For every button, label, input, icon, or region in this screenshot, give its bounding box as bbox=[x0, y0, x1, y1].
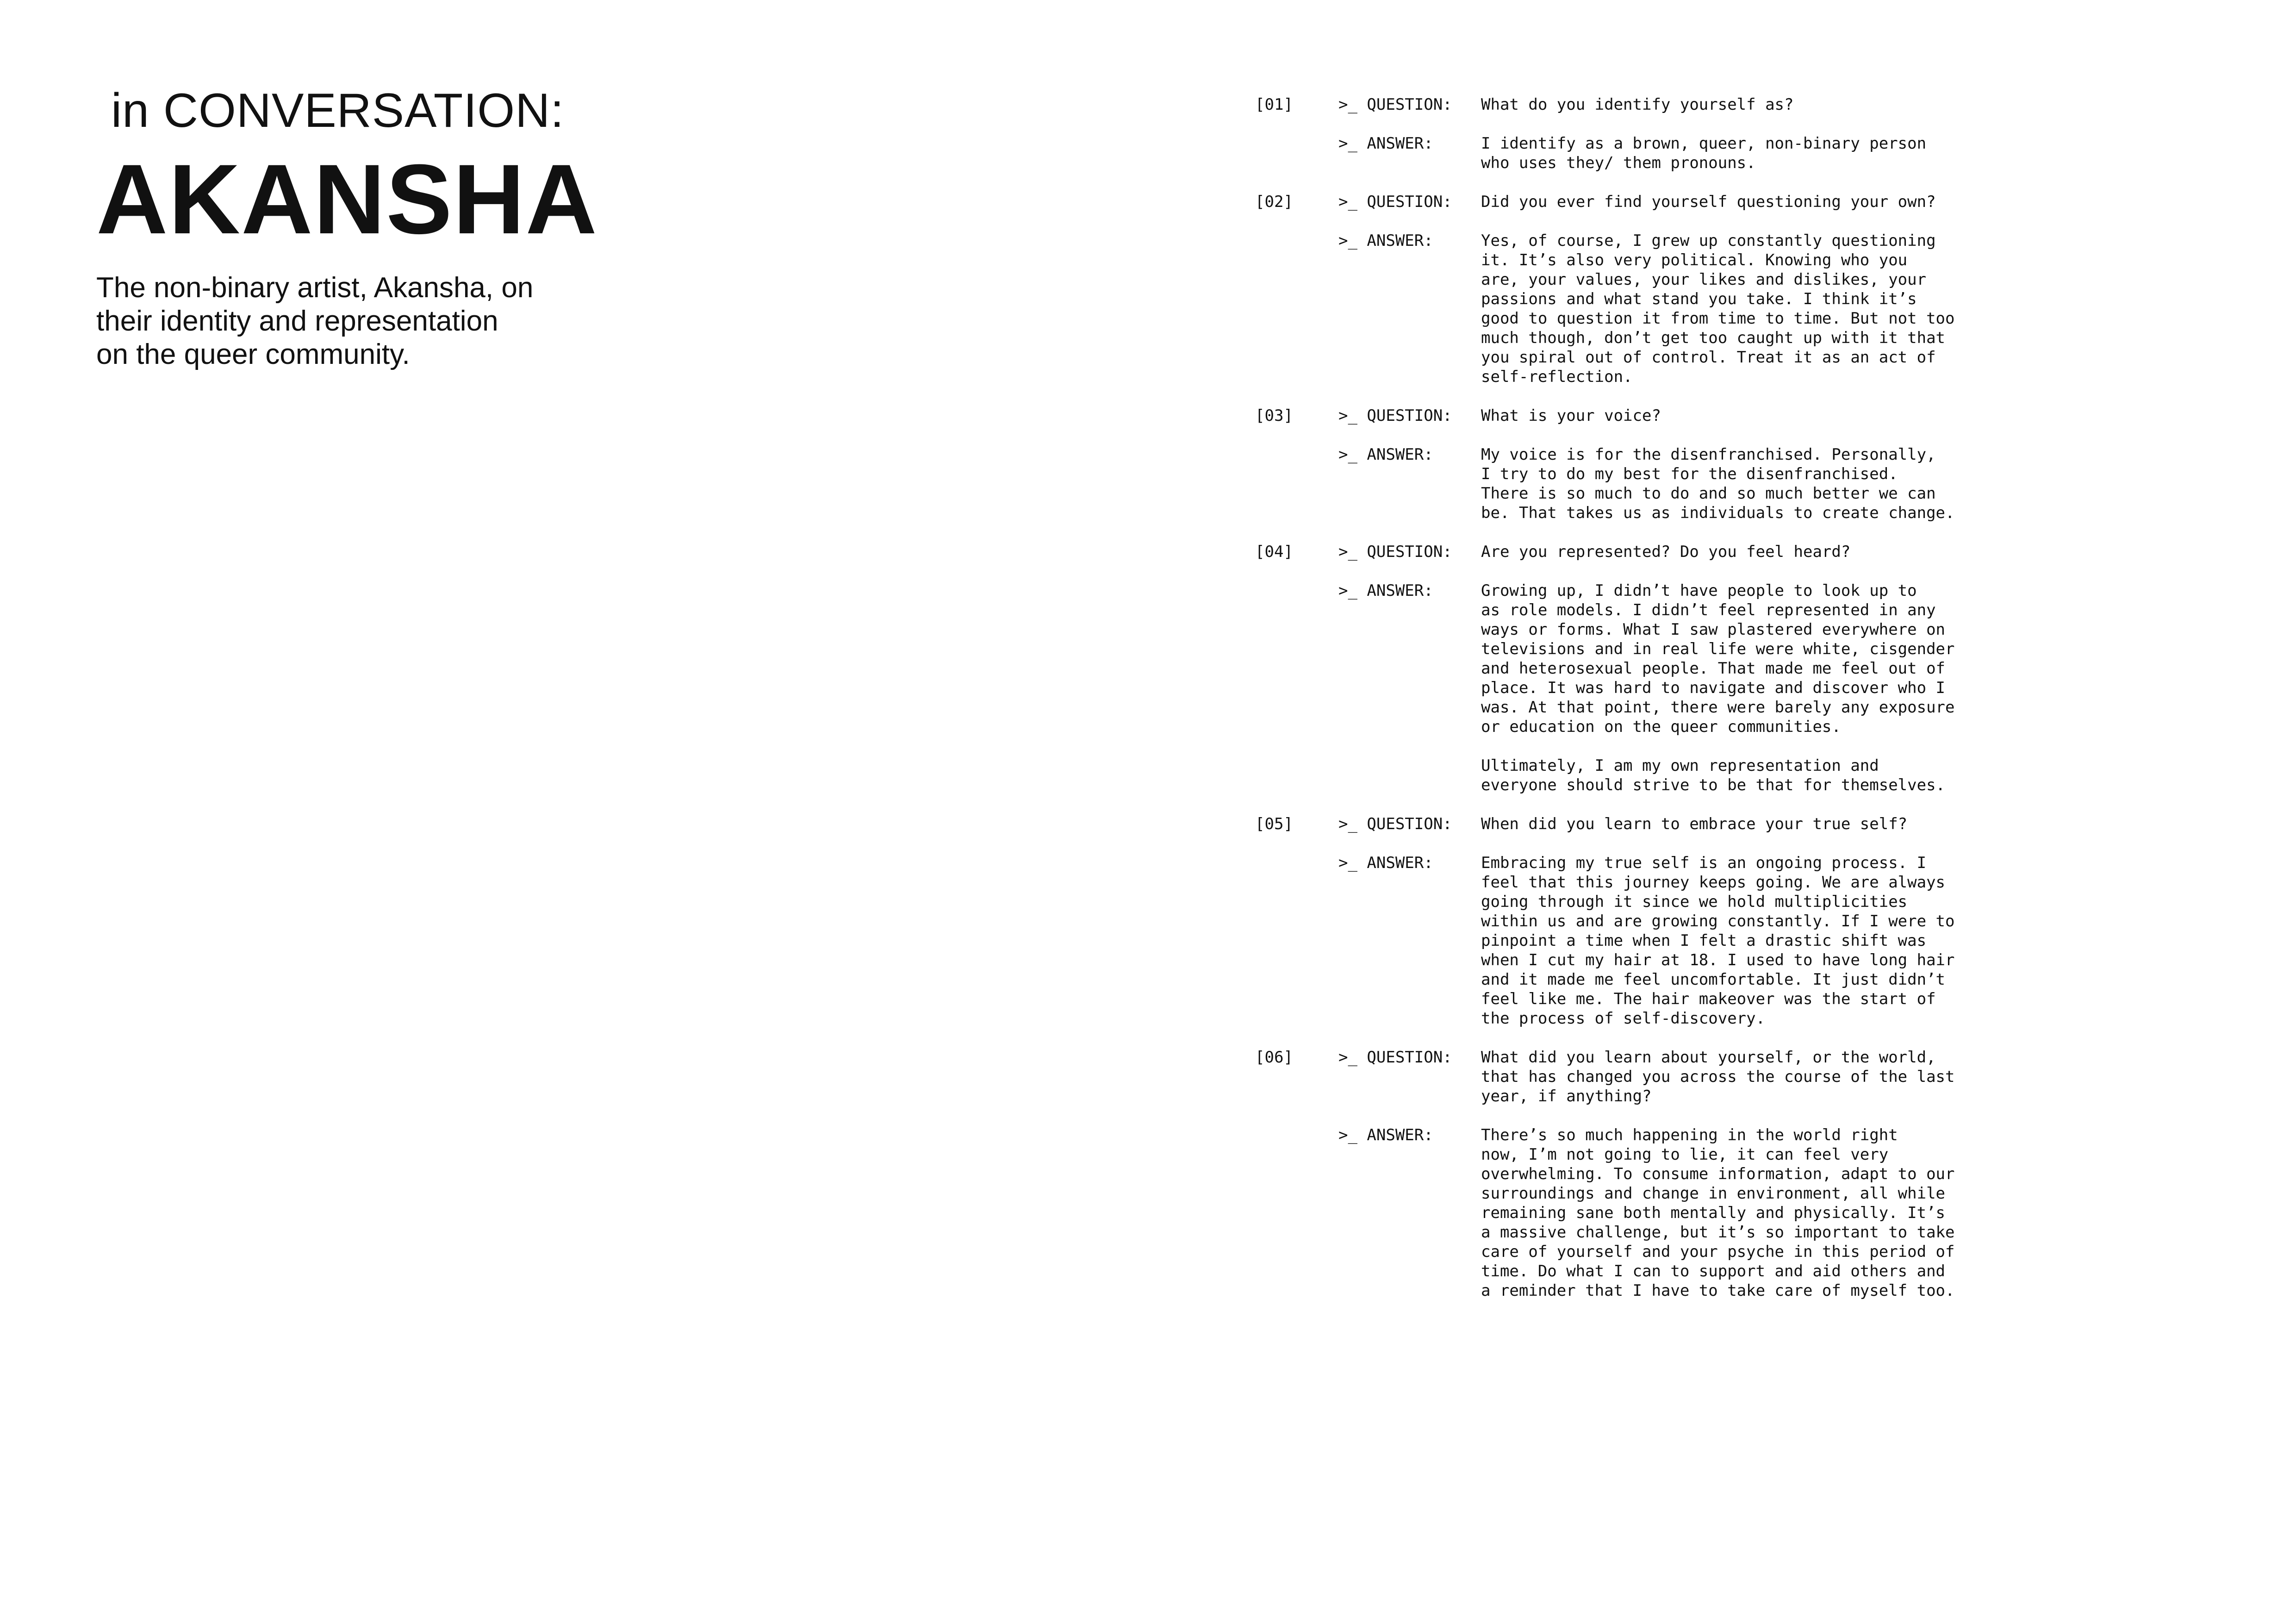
answer-label: >_ ANSWER: bbox=[1338, 581, 1433, 600]
answer-label: >_ ANSWER: bbox=[1338, 134, 1433, 153]
qa-item-06 bbox=[1255, 1048, 1996, 1300]
question-row bbox=[1255, 192, 1996, 212]
answer-text: Growing up, I didn’t have people to look up to as role models. I didn’t feel represented in any ways or forms. What I saw plastered everywhere on televisions and in real life were white, cisgender and heterosexual people. That made me feel out of place. It was hard to navigate and discover who I was. At that point, there were barely any exposure or education on the queer communities. Ultimately, I am my own representation and everyone should strive to be that for themselves. bbox=[1481, 581, 1955, 794]
question-text: What did you learn about yourself, or the world, that has changed you across the course of the last year, if anything? bbox=[1481, 1048, 1955, 1106]
question-number: [01] bbox=[1255, 95, 1293, 114]
question-number: [03] bbox=[1255, 406, 1293, 425]
question-text: When did you learn to embrace your true self? bbox=[1481, 815, 1908, 833]
question-row bbox=[1255, 814, 1996, 834]
question-label: >_ QUESTION: bbox=[1338, 1048, 1452, 1067]
subtitle: The non-binary artist, Akansha, on their identity and representation on the queer community. bbox=[96, 271, 534, 370]
question-row bbox=[1255, 542, 1996, 562]
answer-row bbox=[1255, 853, 1996, 1028]
question-number: [04] bbox=[1255, 543, 1293, 561]
answer-text: My voice is for the disenfranchised. Personally, I try to do my best for the disenfranchised. There is so much to do and so much better we can be. That takes us as individuals to create change. bbox=[1481, 445, 1955, 522]
qa-item-05 bbox=[1255, 814, 1996, 1028]
answer-row bbox=[1255, 231, 1996, 387]
qa-item-02 bbox=[1255, 192, 1996, 387]
answer-row bbox=[1255, 1125, 1996, 1300]
question-number: [06] bbox=[1255, 1048, 1293, 1067]
page-title: AKANSHA bbox=[96, 144, 598, 255]
question-number: [05] bbox=[1255, 815, 1293, 833]
interview-list bbox=[1255, 95, 1996, 1320]
question-row bbox=[1255, 406, 1996, 425]
qa-item-01 bbox=[1255, 95, 1996, 173]
question-label: >_ QUESTION: bbox=[1338, 95, 1452, 114]
qa-item-04 bbox=[1255, 542, 1996, 795]
question-label: >_ QUESTION: bbox=[1338, 815, 1452, 833]
question-label: >_ QUESTION: bbox=[1338, 406, 1452, 425]
answer-row bbox=[1255, 581, 1996, 795]
answer-text: Embracing my true self is an ongoing process. I feel that this journey keeps going. We are always going through it since we hold multiplicities within us and are growing constantly. If I were to pinpoint a time when I felt a drastic shift was when I cut my hair at 18. I used to have long hair and it made me feel uncomfortable. It just didn’t feel like me. The hair makeover was the start of the process of self-discovery. bbox=[1481, 854, 1955, 1028]
answer-text: I identify as a brown, queer, non-binary person who uses they/ them pronouns. bbox=[1481, 134, 1927, 172]
answer-label: >_ ANSWER: bbox=[1338, 1126, 1433, 1144]
question-text: Are you represented? Do you feel heard? bbox=[1481, 543, 1851, 561]
answer-label: >_ ANSWER: bbox=[1338, 854, 1433, 872]
answer-text: There’s so much happening in the world right now, I’m not going to lie, it can feel very overwhelming. To consume information, adapt to our surroundings and change in environment, all while remaining sane both mentally and physically. It’s a massive challenge, but it’s so important to take care of yourself and your psyche in this period of time. Do what I can to support and aid others and a reminder that I have to take care of myself too. bbox=[1481, 1126, 1955, 1300]
kicker: in CONVERSATION: bbox=[111, 84, 565, 137]
answer-row bbox=[1255, 445, 1996, 523]
question-text: What do you identify yourself as? bbox=[1481, 95, 1794, 114]
header-block bbox=[96, 83, 698, 371]
question-label: >_ QUESTION: bbox=[1338, 543, 1452, 561]
question-number: [02] bbox=[1255, 193, 1293, 211]
answer-text: Yes, of course, I grew up constantly questioning it. It’s also very political. Knowing who you are, your values, your likes and dislikes, your passions and what stand you take. I think it’s good to question it from time to time. But not too much though, don’t get too caught up with it that you spiral out of control. Treat it as an act of self-reflection. bbox=[1481, 231, 1955, 386]
answer-label: >_ ANSWER: bbox=[1338, 231, 1433, 250]
question-row bbox=[1255, 1048, 1996, 1106]
answer-row bbox=[1255, 134, 1996, 173]
question-row bbox=[1255, 95, 1996, 114]
question-text: What is your voice? bbox=[1481, 406, 1661, 425]
question-label: >_ QUESTION: bbox=[1338, 193, 1452, 211]
question-text: Did you ever find yourself questioning your own? bbox=[1481, 193, 1936, 211]
qa-item-03 bbox=[1255, 406, 1996, 523]
answer-label: >_ ANSWER: bbox=[1338, 445, 1433, 464]
